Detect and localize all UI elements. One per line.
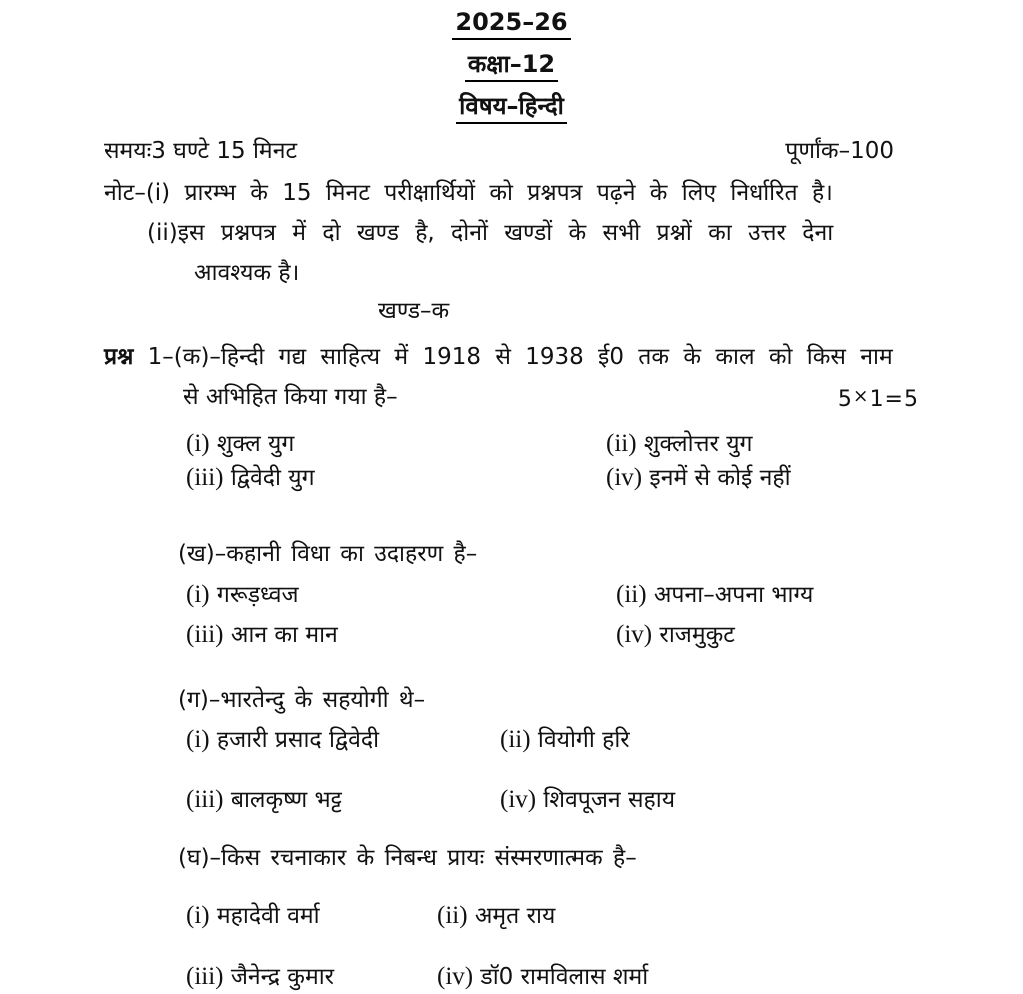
- option-item: [616, 615, 1023, 655]
- option-text: वियोगी हरि: [537, 727, 630, 753]
- class-title: कक्षा–12: [465, 49, 558, 82]
- option-marker: (iii): [186, 621, 224, 648]
- question-1-text-continued: से अभिहित किया गया है–: [183, 384, 398, 410]
- part-gha-heading: (घ)–किस रचनाकार के निबन्ध प्रायः संस्मरणात्मक है–: [178, 845, 637, 871]
- question-1-marks: [838, 382, 919, 415]
- section-heading: खण्ड–क: [378, 298, 450, 324]
- option-marker: (ii): [437, 902, 468, 929]
- option-item: [186, 783, 500, 817]
- option-text: इनमें से कोई नहीं: [649, 465, 791, 491]
- max-marks: पूर्णांक–100: [785, 138, 894, 164]
- option-item: [186, 427, 606, 461]
- option-item: [500, 783, 1023, 817]
- option-text: जैनेन्द्र कुमार: [230, 964, 335, 990]
- option-item: [186, 723, 500, 757]
- note-line-2: (ii)इस प्रश्नपत्र में दो खण्ड है, दोनों खण्डों के सभी प्रश्नों का उत्तर देना: [147, 220, 834, 246]
- option-text: डॉ0 रामविलास शर्मा: [480, 964, 649, 990]
- part-kha-heading: (ख)–कहानी विधा का उदाहरण है–: [178, 541, 478, 567]
- option-text: शिवपूजन सहाय: [543, 787, 676, 813]
- time-allotted: समयः3 घण्टे 15 मिनट: [104, 138, 298, 164]
- option-text: हजारी प्रसाद द्विवेदी: [216, 727, 380, 753]
- option-item: [437, 899, 1023, 933]
- option-item: [186, 960, 437, 994]
- option-text: बालकृष्ण भट्ट: [230, 787, 342, 813]
- question-1-line-1: [104, 342, 928, 372]
- multiply-sign: ×: [852, 386, 870, 407]
- question-1-label: प्रश्न: [104, 344, 134, 370]
- option-marker: (iv): [616, 621, 653, 648]
- question-1-line-2: [183, 382, 919, 415]
- option-item: [606, 461, 1023, 495]
- note-line-1: नोट–(i) प्रारम्भ के 15 मिनट परीक्षार्थियों को प्रश्नपत्र पढ़ने के लिए निर्धारित है।: [104, 180, 833, 206]
- option-marker: (i): [186, 902, 210, 929]
- header-session-row: [0, 0, 1023, 40]
- part-gha-options: [186, 899, 1023, 994]
- option-text: अपना–अपना भाग्य: [653, 582, 814, 608]
- header-subject-row: [0, 91, 1023, 124]
- part-ga-heading: (ग)–भारतेन्दु के सहयोगी थे–: [178, 687, 426, 713]
- part-ga-options: [186, 723, 1023, 817]
- session-year: 2025–26: [452, 7, 570, 40]
- option-item: [606, 427, 1023, 461]
- option-item: [500, 723, 1023, 757]
- note-line-3: आवश्यक है।: [194, 260, 300, 286]
- option-marker: (ii): [606, 430, 637, 457]
- option-text: महादेवी वर्मा: [216, 903, 320, 929]
- option-marker: (iii): [186, 464, 224, 491]
- option-item: [437, 960, 1023, 994]
- option-item: [616, 575, 1023, 615]
- option-item: [186, 615, 616, 655]
- option-item: [186, 899, 437, 933]
- option-text: गरूड़ध्वज: [216, 582, 299, 608]
- part-ka-options: [186, 427, 1023, 495]
- option-marker: (ii): [616, 581, 647, 608]
- option-marker: (i): [186, 430, 210, 457]
- option-item: [186, 461, 606, 495]
- option-text: द्विवेदी युग: [230, 465, 315, 491]
- question-1-text: 1–(क)–हिन्दी गद्य साहित्य में 1918 से 1938 ई0 तक के काल को किस नाम: [147, 344, 893, 370]
- option-text: आन का मान: [230, 622, 338, 648]
- marks-right: 1=5: [869, 387, 919, 412]
- marks-left: 5: [837, 387, 853, 412]
- part-kha-options: [186, 575, 1023, 655]
- option-text: अमृत राय: [474, 903, 556, 929]
- option-marker: (iv): [437, 963, 474, 990]
- option-marker: (iv): [606, 464, 643, 491]
- option-text: शुक्ल युग: [216, 431, 295, 457]
- option-marker: (ii): [500, 726, 531, 753]
- option-marker: (i): [186, 726, 210, 753]
- option-text: राजमुकुट: [659, 622, 735, 648]
- option-marker: (i): [186, 581, 210, 608]
- subject-title: विषय–हिन्दी: [456, 91, 567, 124]
- header-class-row: [0, 49, 1023, 82]
- option-marker: (iii): [186, 963, 224, 990]
- option-marker: (iv): [500, 786, 537, 813]
- option-item: [186, 575, 616, 615]
- option-text: शुक्लोत्तर युग: [643, 431, 753, 457]
- meta-row: [104, 136, 894, 166]
- option-marker: (iii): [186, 786, 224, 813]
